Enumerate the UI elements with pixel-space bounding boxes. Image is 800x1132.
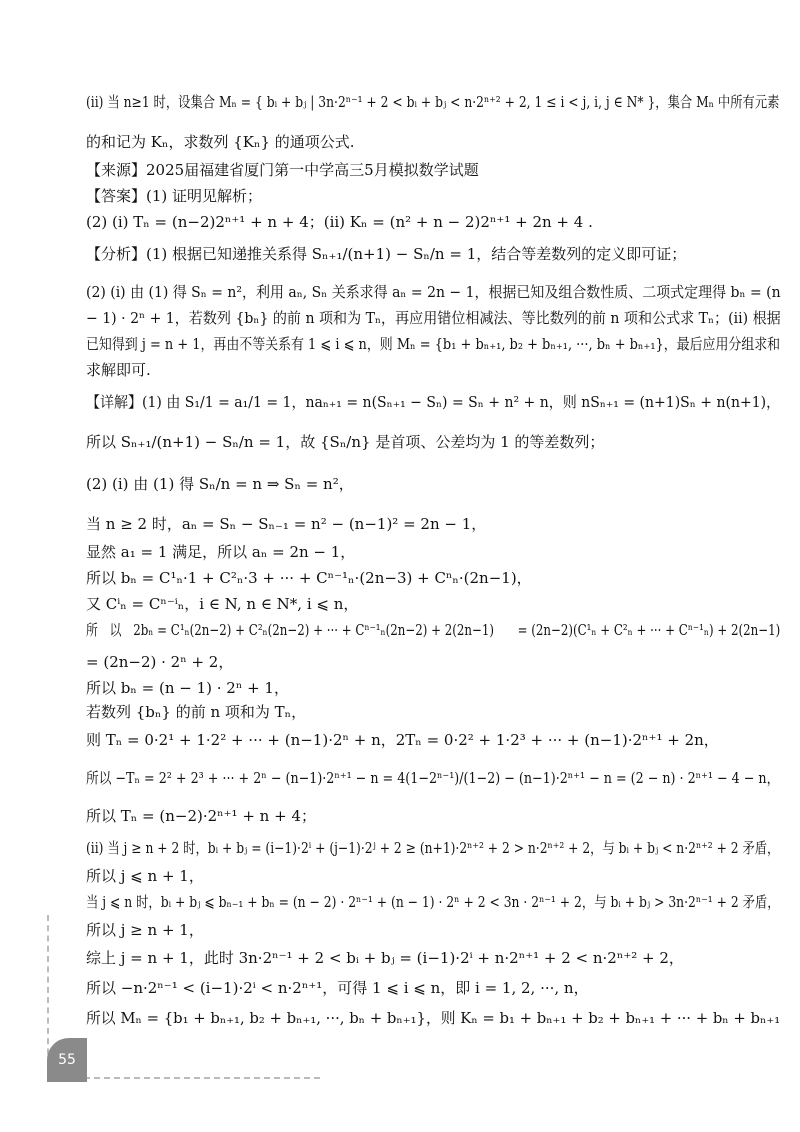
text-line: 所以 −n·2ⁿ⁻¹ < (i−1)·2ⁱ < n·2ⁿ⁺¹，可得 1 ⩽ i ⩽ n，即 i = 1, 2, ···, n， bbox=[86, 979, 589, 997]
text-line: 所以 j ⩽ n + 1， bbox=[86, 867, 204, 885]
text-line: 显然 a₁ = 1 满足，所以 aₙ = 2n − 1， bbox=[86, 543, 356, 561]
text-line: 【答案】(1) 证明见解析； bbox=[86, 187, 263, 205]
text-line: (ii) 当 j ≥ n + 2 时，bᵢ + bⱼ = (i−1)·2ⁱ + (j−1)·2ʲ + 2 ≥ (n+1)·2ⁿ⁺² + 2 > n·2ⁿ⁺² + 2，与 bᵢ + bⱼ < n·2ⁿ⁺² + 2 矛盾， bbox=[86, 839, 780, 857]
text-line: (2) (i) Tₙ = (n−2)2ⁿ⁺¹ + n + 4；(ii) Kₙ = (n² + n − 2)2ⁿ⁺¹ + 2n + 4 . bbox=[86, 213, 593, 231]
text-line: 【分析】(1) 根据已知递推关系得 Sₙ₊₁/(n+1) − Sₙ/n = 1，结合等差数列的定义即可证； bbox=[86, 245, 687, 263]
text-line: = (2n−2) · 2ⁿ + 2， bbox=[86, 653, 234, 671]
text-line: 【来源】2025届福建省厦门第一中学高三5月模拟数学试题 bbox=[86, 161, 479, 179]
text-line: 所以 Sₙ₊₁/(n+1) − Sₙ/n = 1，故 {Sₙ/n} 是首项、公差均为 1 的等差数列； bbox=[86, 433, 605, 451]
text-line: 所以 Mₙ = {b₁ + bₙ₊₁, b₂ + bₙ₊₁, ···, bₙ + bₙ₊₁}，则 Kₙ = b₁ + bₙ₊₁ + b₂ + bₙ₊₁ + ··· + bₙ + bₙ₊₁ bbox=[86, 1009, 781, 1027]
text-line: (ii) 当 n≥1 时，设集合 Mₙ = { bᵢ + bⱼ | 3n·2ⁿ⁻¹ + 2 < bᵢ + bⱼ < n·2ⁿ⁺² + 2, 1 ≤ i < j, i, j ∈ N* }，集合 Mₙ 中所有元素 bbox=[86, 93, 780, 111]
text-line: 所以 bₙ = C¹ₙ·1 + C²ₙ·3 + ··· + Cⁿ⁻¹ₙ·(2n−3) + Cⁿₙ·(2n−1)， bbox=[86, 569, 532, 587]
text-line: 已知得到 j = n + 1，再由不等关系有 1 ⩽ i ⩽ n，则 Mₙ = {b₁ + bₙ₊₁, b₂ + bₙ₊₁, ···, bₙ + bₙ₊₁}，最后应用分组求和 bbox=[86, 335, 781, 353]
page-number: 55 bbox=[47, 1038, 87, 1082]
footer-dashed-line bbox=[84, 1077, 320, 1079]
text-line: 求解即可. bbox=[86, 361, 151, 379]
text-line: 【详解】(1) 由 S₁/1 = a₁/1 = 1，naₙ₊₁ = n(Sₙ₊₁ − Sₙ) = Sₙ + n² + n，则 nSₙ₊₁ = (n+1)Sₙ + n(n+1)， bbox=[86, 393, 781, 411]
text-line: 所以 −Tₙ = 2² + 2³ + ··· + 2ⁿ − (n−1)·2ⁿ⁺¹ − n = 4(1−2ⁿ⁻¹)/(1−2) − (n−1)·2ⁿ⁺¹ − n = (2 − n) · 2ⁿ⁺¹ − 4 − n， bbox=[86, 769, 780, 787]
text-line: (2) (i) 由 (1) 得 Sₙ = n²，利用 aₙ, Sₙ 关系求得 aₙ = 2n − 1，根据已知及组合数性质、二项式定理得 bₙ = (n bbox=[86, 283, 781, 301]
text-line: 所以 j ≥ n + 1， bbox=[86, 921, 204, 939]
text-line: 当 j ⩽ n 时，bᵢ + bⱼ ⩽ bₙ₋₁ + bₙ = (n − 2) · 2ⁿ⁻¹ + (n − 1) · 2ⁿ + 2 < 3n · 2ⁿ⁻¹ + 2，与 bᵢ + bⱼ > 3n·2ⁿ⁻¹ + 2 矛盾， bbox=[86, 893, 780, 911]
text-line: 则 Tₙ = 0·2¹ + 1·2² + ··· + (n−1)·2ⁿ + n，2Tₙ = 0·2² + 1·2³ + ··· + (n−1)·2ⁿ⁺¹ + 2n， bbox=[86, 731, 719, 749]
text-line: (2) (i) 由 (1) 得 Sₙ/n = n ⇒ Sₙ = n²， bbox=[86, 475, 354, 493]
text-line: 所以 Tₙ = (n−2)·2ⁿ⁺¹ + n + 4； bbox=[86, 807, 316, 825]
text-line: 若数列 {bₙ} 的前 n 项和为 Tₙ， bbox=[86, 703, 307, 721]
text-line: 所 以 2bₙ = C¹ₙ(2n−2) + C²ₙ(2n−2) + ··· + Cⁿ⁻¹ₙ(2n−2) + 2(2n−1) = (2n−2)(C¹ₙ + C²ₙ + ··· + Cⁿ⁻¹ₙ) + 2(2n−1) bbox=[86, 621, 781, 639]
text-line: 综上 j = n + 1，此时 3n·2ⁿ⁻¹ + 2 < bᵢ + bⱼ = (i−1)·2ⁱ + n·2ⁿ⁺¹ + 2 < n·2ⁿ⁺² + 2， bbox=[86, 949, 684, 967]
text-line: 又 Cⁱₙ = Cⁿ⁻ⁱₙ，i ∈ N, n ∈ N*, i ⩽ n， bbox=[86, 595, 359, 613]
text-line: − 1) · 2ⁿ + 1，若数列 {bₙ} 的前 n 项和为 Tₙ，再应用错位相减法、等比数列的前 n 项和公式求 Tₙ；(ii) 根据 bbox=[86, 309, 781, 327]
text-line: 当 n ≥ 2 时，aₙ = Sₙ − Sₙ₋₁ = n² − (n−1)² = 2n − 1， bbox=[86, 515, 487, 533]
text-line: 的和记为 Kₙ，求数列 {Kₙ} 的通项公式. bbox=[86, 133, 355, 151]
text-line: 所以 bₙ = (n − 1) · 2ⁿ + 1， bbox=[86, 679, 289, 697]
